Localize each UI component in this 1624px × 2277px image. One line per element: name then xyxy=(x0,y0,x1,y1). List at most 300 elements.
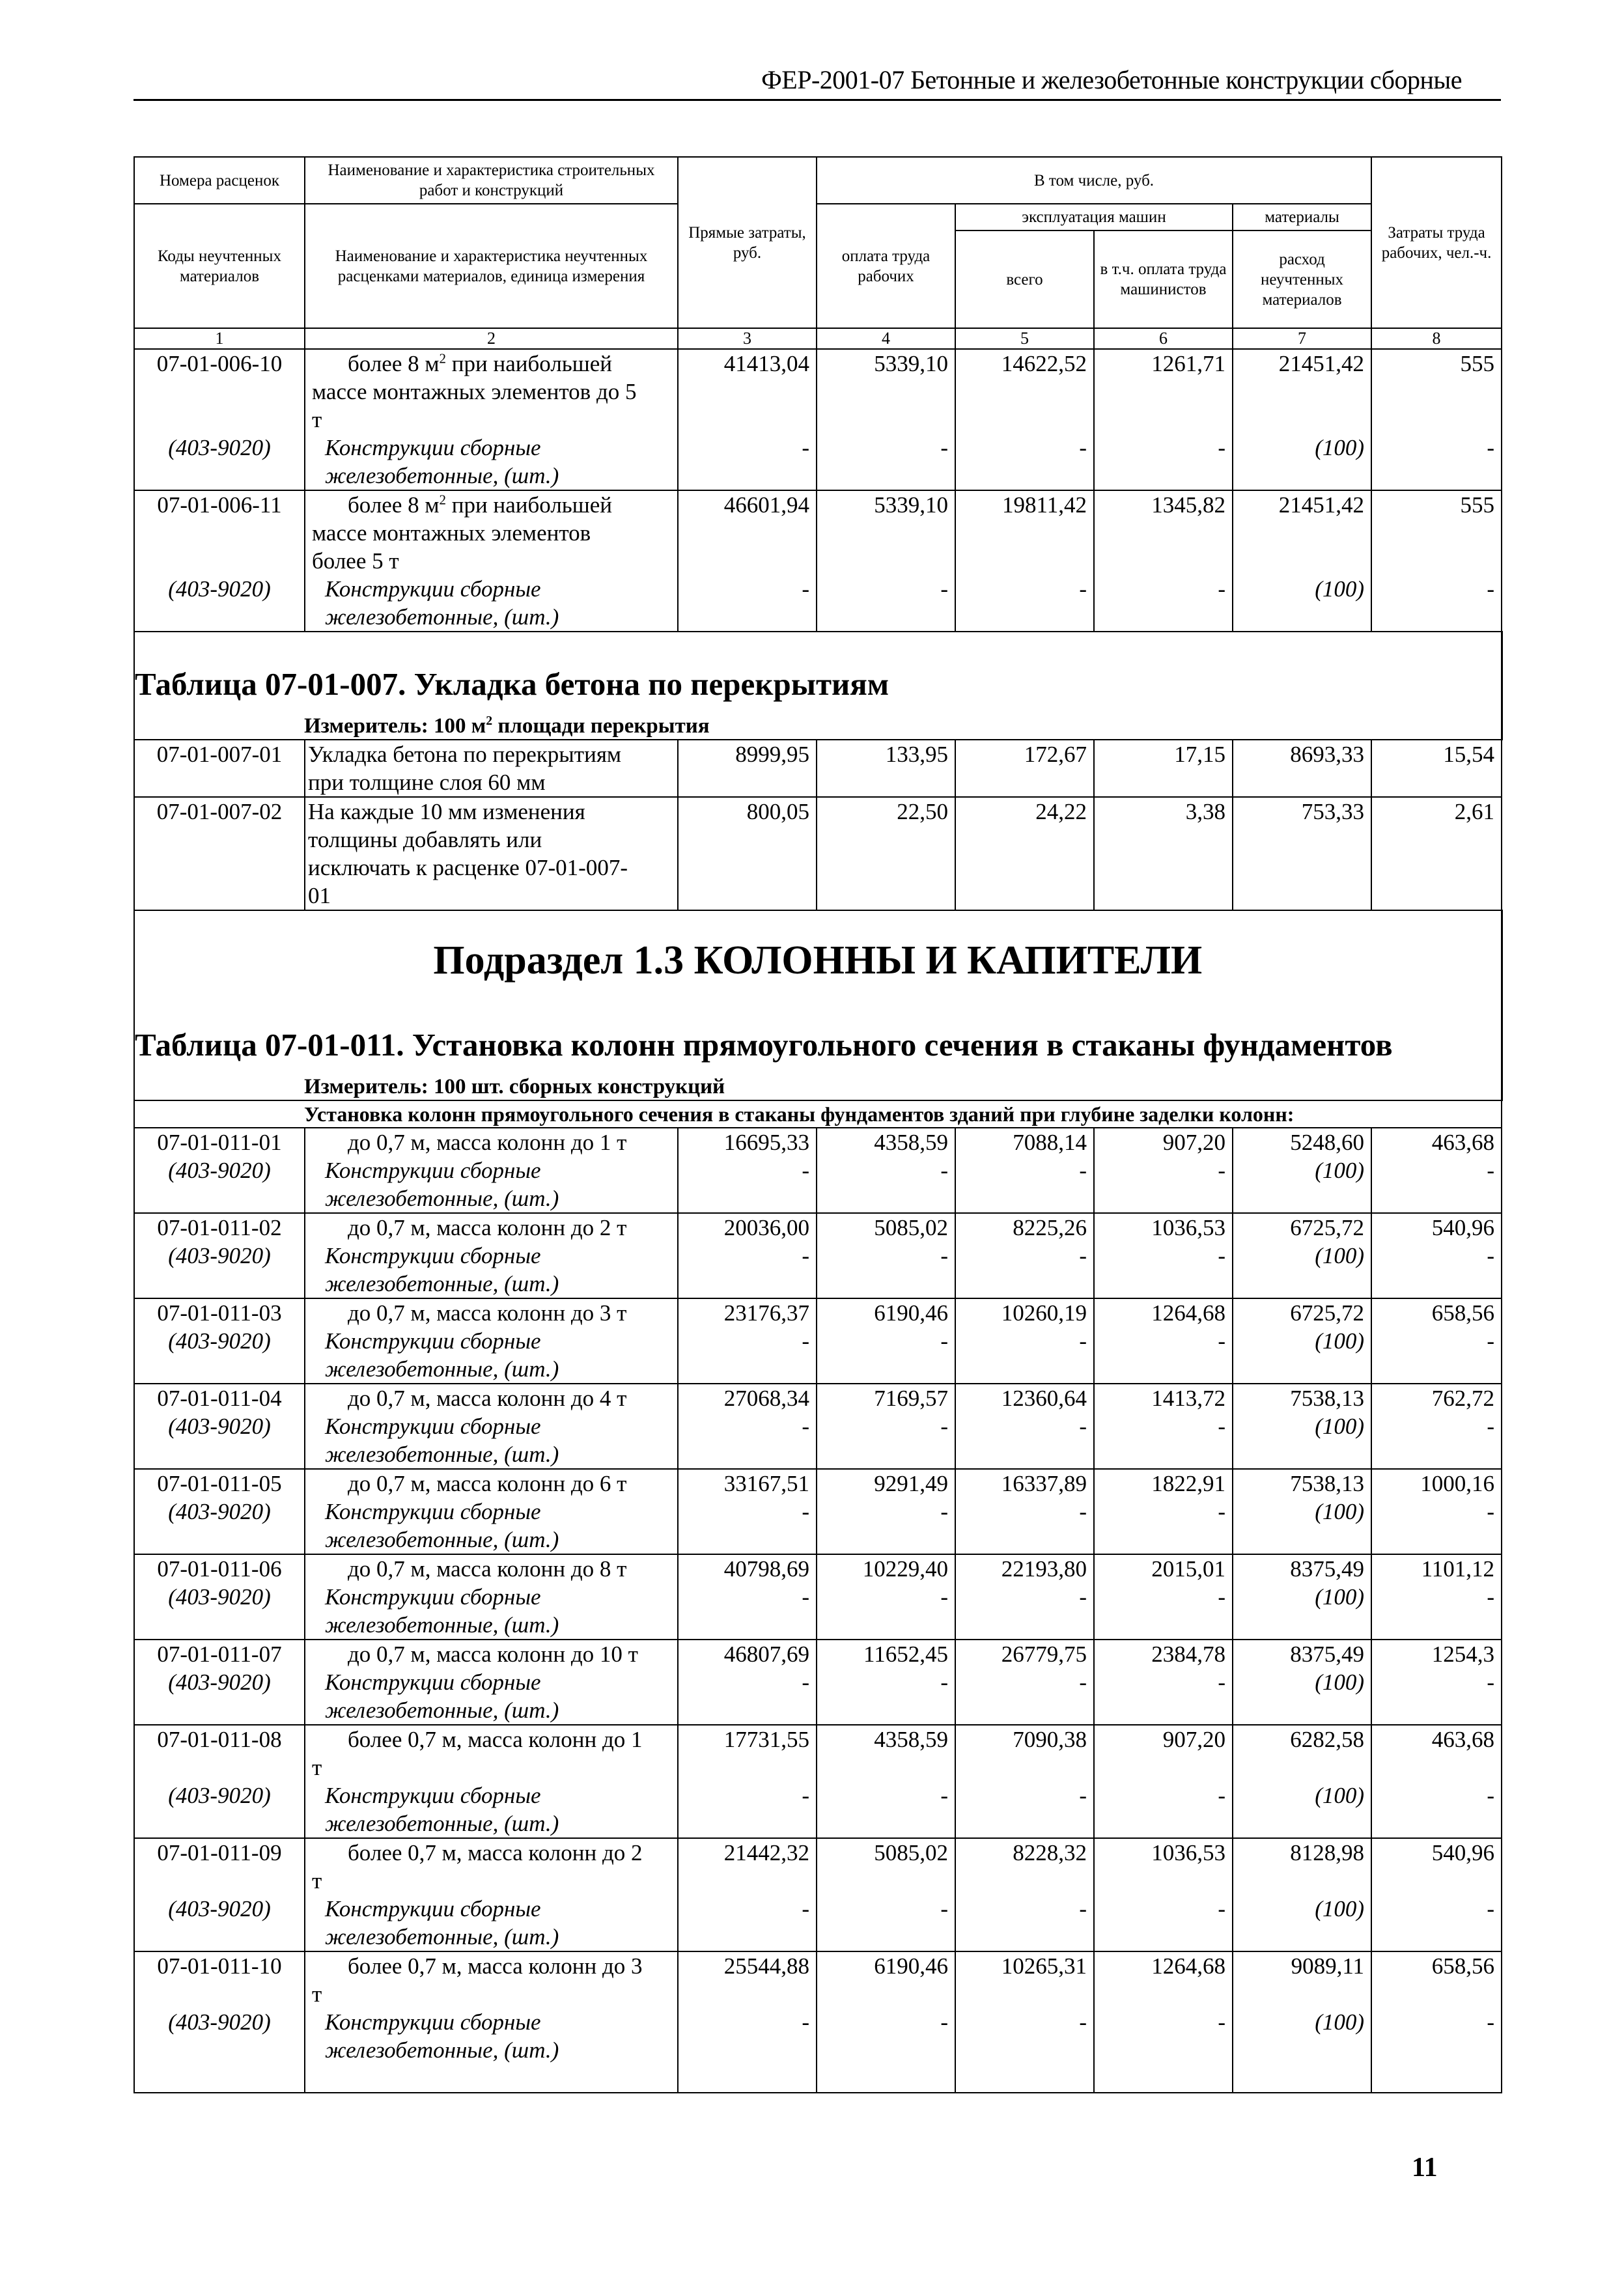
value-cell xyxy=(1371,1640,1502,1725)
material-dash: - xyxy=(1487,1896,1495,1921)
desc-text: более 8 м xyxy=(348,351,440,376)
material-dash: - xyxy=(1079,576,1087,602)
spacer xyxy=(1240,547,1364,575)
rate-description-cell xyxy=(305,1725,678,1838)
page-number: 11 xyxy=(1412,2153,1438,2183)
rate-code-cell xyxy=(134,349,305,490)
rate-code-cell xyxy=(134,1725,305,1838)
material-dash: - xyxy=(1079,1328,1087,1354)
rate-value: 10229,40 xyxy=(862,1556,948,1582)
material-name: железобетонные, (шт.) xyxy=(325,2037,559,2063)
rate-description-line: На каждые 10 мм изменения xyxy=(308,799,585,824)
spacer xyxy=(141,1980,298,2008)
material-quantity: (100) xyxy=(1315,1414,1365,1439)
rate-value: 46601,94 xyxy=(723,492,809,518)
value-cell xyxy=(1094,1838,1233,1951)
material-code: (403-9020) xyxy=(168,1669,271,1695)
value-cell xyxy=(955,1554,1094,1640)
spacer xyxy=(1379,378,1494,406)
material-dash: - xyxy=(1079,2009,1087,2035)
material-dash: - xyxy=(1079,1499,1087,1524)
spacer xyxy=(1379,1980,1494,2008)
header-column-numbers xyxy=(134,328,1502,349)
value-cell xyxy=(1094,490,1233,632)
rate-value: 658,56 xyxy=(1431,1953,1495,1979)
spacer xyxy=(824,1867,948,1895)
rate-row xyxy=(134,1128,1502,1213)
rate-code-cell xyxy=(134,1554,305,1640)
material-code: (403-9020) xyxy=(168,1243,271,1268)
value-cell xyxy=(1371,1725,1502,1838)
value-cell xyxy=(1094,1469,1233,1554)
material-dash: - xyxy=(1079,435,1087,460)
rate-value: 5339,10 xyxy=(874,492,948,518)
material-dash: - xyxy=(802,1584,809,1610)
material-dash: - xyxy=(1079,1669,1087,1695)
rate-value: 658,56 xyxy=(1431,1300,1495,1326)
rate-value: 555 xyxy=(1460,492,1495,518)
value-cell xyxy=(1094,1298,1233,1384)
rate-code: 07-01-011-07 xyxy=(157,1641,282,1667)
value-cell xyxy=(1233,1640,1371,1725)
rates-table xyxy=(133,156,1503,2093)
rate-description-cell xyxy=(305,1640,678,1725)
material-quantity: (100) xyxy=(1315,1584,1365,1610)
spacer xyxy=(1240,1753,1364,1781)
rate-description: до 0,7 м, масса колонн до 3 т xyxy=(348,1300,627,1326)
rate-row xyxy=(134,1725,1502,1838)
material-code: (403-9020) xyxy=(168,576,271,602)
material-dash: - xyxy=(940,576,948,602)
material-dash: - xyxy=(940,1584,948,1610)
material-name: железобетонные, (шт.) xyxy=(325,463,559,488)
material-dash: - xyxy=(802,1328,809,1354)
spacer xyxy=(824,1980,948,2008)
rate-description-cell xyxy=(305,1384,678,1469)
rate-description-wrap: т xyxy=(312,1981,322,2007)
spacer xyxy=(685,1753,809,1781)
value-cell xyxy=(678,1384,817,1469)
superscript: 2 xyxy=(439,492,447,508)
measure-text: Измеритель: 100 м xyxy=(304,714,486,738)
material-name: Конструкции сборные xyxy=(325,2009,541,2035)
rate-value: 4358,59 xyxy=(874,1727,948,1752)
spacer xyxy=(685,547,809,575)
rate-description: до 0,7 м, масса колонн до 10 т xyxy=(348,1641,638,1667)
material-dash: - xyxy=(1487,1584,1495,1610)
value-cell xyxy=(955,490,1094,632)
col-number: 6 xyxy=(1094,328,1233,349)
subsection-heading xyxy=(134,910,1502,1100)
material-dash: - xyxy=(1218,1243,1225,1268)
spacer xyxy=(1101,1753,1225,1781)
value-cell xyxy=(1371,490,1502,632)
material-dash: - xyxy=(1079,1896,1087,1921)
header-row-2 xyxy=(134,204,1502,230)
rate-value: 463,68 xyxy=(1431,1130,1495,1155)
rate-description-line: т xyxy=(312,407,322,432)
running-header xyxy=(133,65,1501,101)
desc-text: при наибольшей xyxy=(446,351,612,376)
rate-code: 07-01-011-06 xyxy=(157,1556,282,1582)
material-code: (403-9020) xyxy=(168,435,271,460)
rate-value: 26779,75 xyxy=(1001,1641,1087,1667)
rate-row xyxy=(134,1298,1502,1384)
value-cell xyxy=(955,349,1094,490)
rate-code-cell xyxy=(134,490,305,632)
rate-description: до 0,7 м, масса колонн до 2 т xyxy=(348,1215,627,1240)
header-rate-numbers: Номера расценок xyxy=(134,157,305,204)
header-operator-pay: в т.ч. оплата труда машинистов xyxy=(1094,230,1233,328)
rate-value: 15,54 xyxy=(1371,740,1502,797)
value-cell xyxy=(955,1640,1094,1725)
rate-value: 7088,14 xyxy=(1013,1130,1087,1155)
material-dash: - xyxy=(1487,576,1495,602)
material-name: Конструкции сборные xyxy=(325,1783,541,1808)
spacer xyxy=(962,519,1087,547)
material-code: (403-9020) xyxy=(168,1499,271,1524)
rate-value: 1822,91 xyxy=(1151,1471,1225,1496)
header-row-1 xyxy=(134,157,1502,204)
rate-code-cell xyxy=(134,1384,305,1469)
rate-value: 5339,10 xyxy=(874,351,948,376)
rate-code: 07-01-006-10 xyxy=(156,351,283,376)
rate-value: 907,20 xyxy=(1162,1130,1225,1155)
material-dash: - xyxy=(1218,1158,1225,1183)
spacer xyxy=(1240,1980,1364,2008)
rate-description-wrap: т xyxy=(312,1755,322,1780)
rate-description-line: массе монтажных элементов xyxy=(312,520,591,546)
material-dash: - xyxy=(1079,1783,1087,1808)
value-cell xyxy=(678,349,817,490)
rate-value: 800,05 xyxy=(678,797,817,910)
rate-code: 07-01-011-10 xyxy=(157,1953,282,1979)
value-cell xyxy=(678,1951,817,2093)
rate-value: 20036,00 xyxy=(723,1215,809,1240)
value-cell xyxy=(817,1554,955,1640)
material-dash: - xyxy=(940,1243,948,1268)
spacer xyxy=(824,406,948,434)
material-code: (403-9020) xyxy=(168,2009,271,2035)
material-dash: - xyxy=(1487,1414,1495,1439)
header-unaccounted-materials: расход неучтенных материалов xyxy=(1233,230,1371,328)
rate-value: 555 xyxy=(1460,351,1495,376)
rate-code: 07-01-011-04 xyxy=(157,1386,282,1411)
rate-row xyxy=(134,349,1502,490)
value-cell xyxy=(1233,1128,1371,1213)
spacer xyxy=(685,1867,809,1895)
rate-description-wrap: т xyxy=(312,1868,322,1893)
rate-value: 23176,37 xyxy=(723,1300,809,1326)
rate-code: 07-01-011-08 xyxy=(157,1727,282,1752)
header-including: В том числе, руб. xyxy=(817,157,1371,204)
spacer xyxy=(1379,1867,1494,1895)
material-quantity: (100) xyxy=(1315,1896,1365,1921)
material-dash: - xyxy=(940,435,948,460)
value-cell xyxy=(1094,1554,1233,1640)
rate-value: 14622,52 xyxy=(1001,351,1087,376)
spacer xyxy=(312,2064,671,2092)
value-cell xyxy=(678,1725,817,1838)
spacer xyxy=(824,378,948,406)
material-code: (403-9020) xyxy=(168,1158,271,1183)
spacer xyxy=(1379,547,1494,575)
material-dash: - xyxy=(802,1243,809,1268)
col-number: 2 xyxy=(305,328,678,349)
spacer xyxy=(1101,1867,1225,1895)
material-code: (403-9020) xyxy=(168,1783,271,1808)
rate-description-line: Укладка бетона по перекрытиям xyxy=(308,742,622,767)
value-cell xyxy=(1233,1384,1371,1469)
desc-text: при наибольшей xyxy=(446,492,612,518)
rate-value: 762,72 xyxy=(1431,1386,1495,1411)
material-dash: - xyxy=(1487,1328,1495,1354)
rate-row xyxy=(134,797,1502,910)
spacer xyxy=(1101,406,1225,434)
superscript: 2 xyxy=(486,714,493,728)
rate-description-line: при толщине слоя 60 мм xyxy=(308,770,546,795)
rate-value: 7090,38 xyxy=(1013,1727,1087,1752)
rate-value: 33167,51 xyxy=(723,1471,809,1496)
measure-text: площади перекрытия xyxy=(492,714,710,738)
rate-value: 1254,3 xyxy=(1431,1641,1495,1667)
col-number: 4 xyxy=(817,328,955,349)
table-title: Таблица 07-01-011. Установка колонн прямоугольного сечения в стаканы фундаментов xyxy=(135,1027,1393,1063)
rate-value: 1261,71 xyxy=(1151,351,1225,376)
material-dash: - xyxy=(940,1328,948,1354)
value-cell xyxy=(817,1213,955,1298)
material-dash: - xyxy=(1218,2009,1225,2035)
material-quantity: (100) xyxy=(1315,1243,1365,1268)
rate-value: 11652,45 xyxy=(863,1641,948,1667)
rate-value: 133,95 xyxy=(817,740,955,797)
spacer xyxy=(685,1980,809,2008)
rate-value: 2,61 xyxy=(1371,797,1502,910)
spacer xyxy=(824,519,948,547)
rate-description: до 0,7 м, масса колонн до 4 т xyxy=(348,1386,627,1411)
group-caption: Установка колонн прямоугольного сечения в стаканы фундаментов зданий при глубине заделки колонн: xyxy=(304,1102,1295,1126)
value-cell xyxy=(678,1213,817,1298)
rate-value: 753,33 xyxy=(1233,797,1371,910)
value-cell xyxy=(1233,1554,1371,1640)
rate-description: более 0,7 м, масса колонн до 3 xyxy=(348,1953,643,1979)
rate-code-cell xyxy=(134,1951,305,2093)
rate-row xyxy=(134,490,1502,632)
rate-value: 16337,89 xyxy=(1001,1471,1087,1496)
material-dash: - xyxy=(1079,1243,1087,1268)
material-dash: - xyxy=(1218,1499,1225,1524)
rate-description xyxy=(312,491,671,519)
value-cell xyxy=(1233,1951,1371,2093)
material-dash: - xyxy=(940,1414,948,1439)
value-cell xyxy=(678,490,817,632)
rate-description-cell xyxy=(305,1469,678,1554)
material-quantity: (100) xyxy=(1315,1158,1365,1183)
rate-code: 07-01-006-11 xyxy=(157,492,282,518)
rate-value: 40798,69 xyxy=(723,1556,809,1582)
value-cell xyxy=(678,1298,817,1384)
rate-value: 17,15 xyxy=(1094,740,1233,797)
rate-value: 1264,68 xyxy=(1151,1953,1225,1979)
rate-code-cell xyxy=(134,1469,305,1554)
rate-code-cell xyxy=(134,1640,305,1725)
rate-row xyxy=(134,740,1502,797)
rate-value: 8375,49 xyxy=(1290,1556,1365,1582)
value-cell xyxy=(1233,490,1371,632)
rate-code-cell xyxy=(134,1128,305,1213)
group-caption-row xyxy=(134,1100,1502,1128)
spacer xyxy=(1240,406,1364,434)
value-cell xyxy=(955,1951,1094,2093)
material-dash: - xyxy=(940,2009,948,2035)
material-dash: - xyxy=(1487,1783,1495,1808)
rate-value: 22,50 xyxy=(817,797,955,910)
material-name: Конструкции сборные xyxy=(325,1243,541,1268)
value-cell xyxy=(955,1838,1094,1951)
rate-description-cell xyxy=(305,349,678,490)
rate-description-line: массе монтажных элементов до 5 xyxy=(312,379,637,404)
rate-value: 540,96 xyxy=(1431,1215,1495,1240)
rate-value: 8128,98 xyxy=(1290,1840,1365,1865)
rate-description-cell xyxy=(305,740,678,797)
material-dash: - xyxy=(940,1499,948,1524)
rate-row xyxy=(134,1554,1502,1640)
material-dash: - xyxy=(802,1499,809,1524)
material-name: железобетонные, (шт.) xyxy=(325,1442,559,1467)
rate-code: 07-01-007-01 xyxy=(134,740,305,797)
spacer xyxy=(141,406,298,434)
material-quantity: (100) xyxy=(1315,435,1365,460)
rate-description-cell xyxy=(305,1128,678,1213)
rate-row xyxy=(134,1469,1502,1554)
material-quantity: (100) xyxy=(1315,576,1365,602)
rate-description-cell xyxy=(305,490,678,632)
value-cell xyxy=(678,1128,817,1213)
value-cell xyxy=(1371,1951,1502,2093)
col-number: 3 xyxy=(678,328,817,349)
material-code: (403-9020) xyxy=(168,1584,271,1610)
value-cell xyxy=(817,349,955,490)
rate-row xyxy=(134,1640,1502,1725)
rate-value: 1264,68 xyxy=(1151,1300,1225,1326)
value-cell xyxy=(1094,1725,1233,1838)
rate-value: 7538,13 xyxy=(1290,1386,1365,1411)
material-dash: - xyxy=(802,576,809,602)
value-cell xyxy=(817,1384,955,1469)
col-number: 8 xyxy=(1371,328,1502,349)
rate-value: 1036,53 xyxy=(1151,1215,1225,1240)
rate-value: 22193,80 xyxy=(1001,1556,1087,1582)
material-dash: - xyxy=(802,435,809,460)
value-cell xyxy=(1233,349,1371,490)
value-cell xyxy=(955,1298,1094,1384)
rate-value: 19811,42 xyxy=(1002,492,1087,518)
value-cell xyxy=(1371,1298,1502,1384)
rate-value: 46807,69 xyxy=(723,1641,809,1667)
rate-value: 5248,60 xyxy=(1290,1130,1365,1155)
value-cell xyxy=(678,1640,817,1725)
rate-code-cell xyxy=(134,1213,305,1298)
value-cell xyxy=(1094,1213,1233,1298)
rate-value: 463,68 xyxy=(1431,1727,1495,1752)
rate-value: 907,20 xyxy=(1162,1727,1225,1752)
rate-value: 21451,42 xyxy=(1278,492,1365,518)
material-name: железобетонные, (шт.) xyxy=(325,604,559,630)
material-dash: - xyxy=(1487,435,1495,460)
rate-value: 172,67 xyxy=(955,740,1094,797)
spacer xyxy=(141,547,298,575)
value-cell xyxy=(1371,1384,1502,1469)
rate-value: 1101,12 xyxy=(1421,1556,1495,1582)
rate-value: 8225,26 xyxy=(1013,1215,1087,1240)
value-cell xyxy=(955,1384,1094,1469)
header-machines-total: всего xyxy=(955,230,1094,328)
material-dash: - xyxy=(1079,1158,1087,1183)
rate-row xyxy=(134,1838,1502,1951)
rate-value: 9089,11 xyxy=(1291,1953,1365,1979)
material-quantity: (100) xyxy=(1315,2009,1365,2035)
material-name: железобетонные, (шт.) xyxy=(325,1527,559,1552)
material-dash: - xyxy=(1218,435,1225,460)
value-cell xyxy=(817,1469,955,1554)
spacer xyxy=(824,1753,948,1781)
header-labor-hours: Затраты труда рабочих, чел.-ч. xyxy=(1371,157,1502,328)
rate-value: 4358,59 xyxy=(874,1130,948,1155)
value-cell xyxy=(1371,1469,1502,1554)
spacer xyxy=(1101,547,1225,575)
spacer xyxy=(824,547,948,575)
value-cell xyxy=(817,1640,955,1725)
spacer xyxy=(1379,406,1494,434)
spacer xyxy=(141,1867,298,1895)
value-cell xyxy=(678,1838,817,1951)
material-name: Конструкции сборные xyxy=(325,1584,541,1610)
header-direct-costs: Прямые затраты, руб. xyxy=(678,157,817,328)
spacer xyxy=(685,406,809,434)
table-007-heading xyxy=(134,632,1502,740)
spacer xyxy=(685,378,809,406)
rate-code: 07-01-011-09 xyxy=(157,1840,282,1865)
rate-value: 10260,19 xyxy=(1001,1300,1087,1326)
value-cell xyxy=(817,1128,955,1213)
rate-description-cell xyxy=(305,1298,678,1384)
rate-value: 21451,42 xyxy=(1278,351,1365,376)
rate-value: 6282,58 xyxy=(1290,1727,1365,1752)
material-name: Конструкции сборные xyxy=(325,1669,541,1695)
value-cell xyxy=(1371,1128,1502,1213)
spacer xyxy=(962,406,1087,434)
material-name: железобетонные, (шт.) xyxy=(325,1271,559,1296)
rate-value: 16695,33 xyxy=(723,1130,809,1155)
spacer xyxy=(1379,1753,1494,1781)
rate-description: до 0,7 м, масса колонн до 1 т xyxy=(348,1130,627,1155)
material-dash: - xyxy=(1487,1243,1495,1268)
rate-value: 5085,02 xyxy=(874,1215,948,1240)
value-cell xyxy=(1233,1213,1371,1298)
material-dash: - xyxy=(1218,1669,1225,1695)
material-name: железобетонные, (шт.) xyxy=(325,1186,559,1211)
rate-value: 9291,49 xyxy=(874,1471,948,1496)
material-quantity: (100) xyxy=(1315,1328,1365,1354)
spacer xyxy=(1101,519,1225,547)
material-name: железобетонные, (шт.) xyxy=(325,1356,559,1382)
value-cell xyxy=(1233,1725,1371,1838)
material-dash: - xyxy=(802,2009,809,2035)
rate-row xyxy=(134,1951,1502,2093)
value-cell xyxy=(1094,1384,1233,1469)
rate-value: 17731,55 xyxy=(723,1727,809,1752)
value-cell xyxy=(817,1951,955,2093)
